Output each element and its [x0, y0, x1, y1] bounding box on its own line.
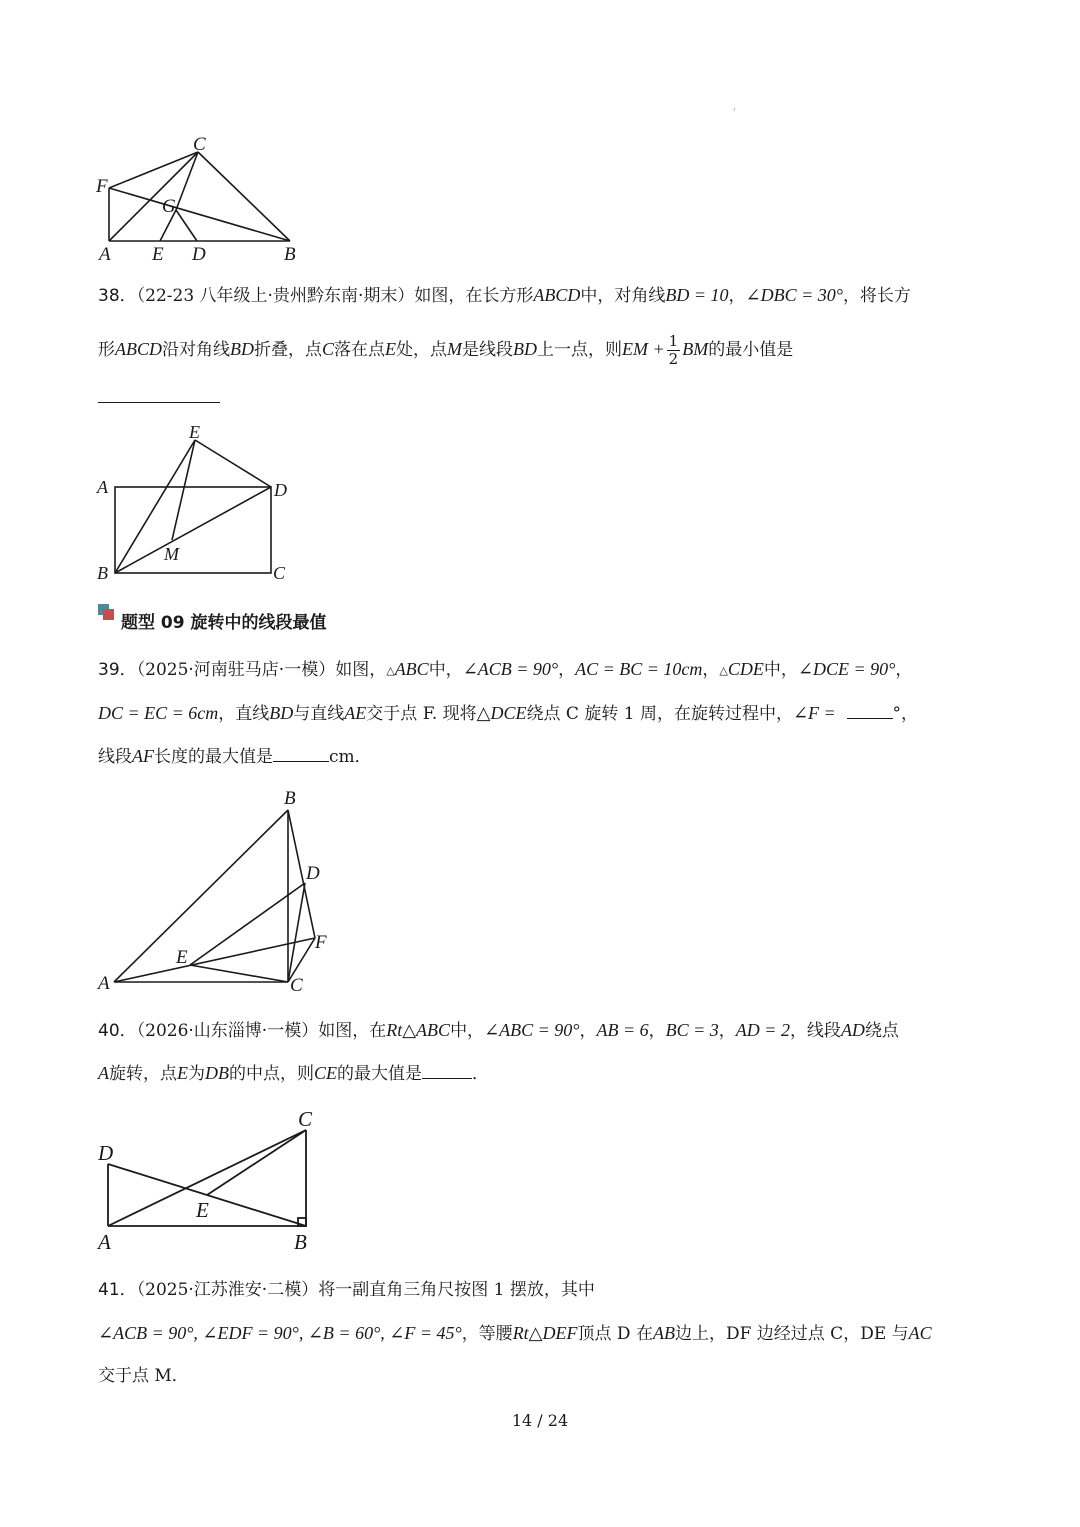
label-e: E	[189, 422, 200, 442]
q40-math: CE	[314, 1063, 338, 1083]
q39-text: ，	[558, 660, 576, 680]
label-c: C	[193, 134, 206, 155]
q41-text: 交于点 M．	[98, 1366, 189, 1386]
label-e: E	[196, 1198, 209, 1222]
q41-text: 边上，DF 边经过点 C，DE 与	[674, 1324, 909, 1344]
q39-text: ，	[702, 660, 720, 680]
label-f: F	[96, 176, 108, 197]
q40-text: ，	[718, 1021, 736, 1041]
q38-figure	[90, 420, 310, 585]
q40-math: ∠ABC = 90°	[484, 1020, 580, 1040]
q39-math: ∠ACB = 90°	[462, 659, 559, 679]
q39-text: 线段	[98, 747, 132, 767]
label-b: B	[97, 563, 108, 583]
q38-math: C	[322, 339, 335, 359]
label-c: C	[298, 1107, 313, 1131]
q39-text: °，	[892, 704, 918, 724]
q41-text: 顶点 D 在	[577, 1324, 653, 1344]
q39-line-2	[98, 702, 918, 725]
q38-text: 折叠，点	[254, 340, 322, 360]
q38-text: 沿对角线	[162, 340, 230, 360]
label-a: A	[97, 477, 108, 497]
q38-math: E	[385, 339, 397, 359]
q39-text: 交于点 F. 现将	[366, 704, 477, 724]
q41-line-2	[98, 1322, 932, 1345]
label-b: B	[284, 244, 296, 265]
q40-math: BC = 3	[665, 1020, 719, 1040]
q38-answer-blank	[98, 402, 220, 403]
q38-text: 处，点	[396, 340, 448, 360]
q38-number: 38．	[98, 286, 137, 306]
q39-figure	[90, 785, 350, 1000]
q38-text: 落在点	[334, 340, 386, 360]
q41-number: 41．	[98, 1280, 137, 1300]
q38-math: ABCD	[533, 285, 581, 305]
q38-math: BD = 10	[665, 285, 729, 305]
q39-line-1	[98, 658, 912, 682]
q41-line-1	[98, 1279, 595, 1301]
label-d: D	[192, 244, 206, 265]
fraction-numerator: 1	[668, 332, 679, 350]
q40-blank	[422, 1062, 472, 1079]
q40-text: 为	[188, 1064, 205, 1084]
label-e: E	[176, 947, 188, 968]
q38-text: 如图，在长方形	[414, 286, 534, 306]
q39-text: 中，	[763, 660, 798, 680]
q40-math: Rt△ABC	[386, 1020, 451, 1040]
q39-math: BD	[269, 703, 294, 723]
q38-math: EM +	[622, 339, 665, 359]
q39-blank-angle	[847, 702, 893, 719]
label-b: B	[294, 1230, 307, 1254]
q40-text: 中，	[450, 1021, 485, 1041]
q39-text: ，	[895, 660, 913, 680]
label-m: M	[164, 544, 179, 564]
q41-text: 将一副直角三角尺按图 1 摆放，其中	[318, 1280, 595, 1300]
q39-math: AF	[132, 746, 154, 766]
q39-math: ∠F =	[792, 703, 836, 723]
q40-math: AB = 6	[596, 1020, 649, 1040]
q40-figure	[90, 1100, 330, 1260]
label-c: C	[273, 563, 286, 583]
q39-text: 长度的最大值是	[154, 747, 273, 767]
q40-text: ，	[648, 1021, 666, 1041]
q39-math: DC = EC = 6cm	[98, 703, 219, 723]
q38-text: 的最小值是	[708, 340, 794, 360]
q38-text: 上一点，则	[537, 340, 623, 360]
q40-math: AD	[840, 1020, 865, 1040]
label-d: D	[98, 1141, 114, 1165]
q39-text: 与直线	[293, 704, 345, 724]
q40-math: DB	[205, 1063, 229, 1083]
q39-text: cm．	[329, 747, 372, 767]
section-title: 题型 09 旋转中的线段最值	[121, 613, 327, 633]
q38-text: ，将长方	[842, 286, 911, 306]
q40-text: 绕点	[864, 1021, 899, 1041]
q39-text: 绕点 C 旋转 1 周，在旋转过程中，	[526, 704, 793, 724]
label-d: D	[274, 480, 287, 500]
triangle-icon: △	[386, 664, 395, 677]
label-d: D	[306, 863, 320, 884]
label-c: C	[290, 975, 303, 996]
section-icon	[98, 604, 114, 620]
q40-text: 旋转，点	[109, 1064, 177, 1084]
label-f: F	[315, 932, 327, 953]
q38-source: （22-23 八年级上·贵州黔东南·期末）	[136, 286, 415, 306]
q39-text: ，直线	[218, 704, 270, 724]
q39-number: 39．	[98, 660, 137, 680]
q40-number: 40．	[98, 1021, 137, 1041]
q39-source: （2025·河南驻马店·一模）	[136, 660, 336, 680]
q40-text: ，	[579, 1021, 597, 1041]
q37-figure	[90, 130, 320, 270]
q41-source: （2025·江苏淮安·二模）	[136, 1280, 319, 1300]
label-a: A	[98, 973, 110, 994]
q38-text: 中，对角线	[580, 286, 666, 306]
q38-text: 形	[98, 340, 115, 360]
label-a: A	[98, 1230, 111, 1254]
q39-math: ∠DCE = 90°	[797, 659, 896, 679]
q38-text: ，	[728, 286, 746, 306]
q39-blank-length	[273, 745, 329, 762]
q38-math: ∠DBC = 30°	[745, 285, 843, 305]
q41-math: AC	[908, 1323, 932, 1343]
triangle-icon: △	[719, 664, 728, 677]
q38-math: ABCD	[115, 339, 162, 359]
q39-text: 如图，	[335, 660, 387, 680]
q40-text: 的中点，则	[229, 1064, 314, 1084]
q39-math: CDE	[727, 659, 764, 679]
q41-math: ∠ACB = 90°, ∠EDF = 90°, ∠B = 60°, ∠F = 45°	[98, 1323, 462, 1343]
q40-math: A	[98, 1063, 109, 1083]
q38-math: BD	[513, 339, 538, 359]
label-a: A	[99, 244, 111, 265]
label-b: B	[284, 788, 296, 809]
q38-fraction	[667, 333, 681, 368]
q39-math: AE	[344, 703, 367, 723]
q41-math: AB	[652, 1323, 675, 1343]
q39-math: △DCE	[476, 703, 527, 723]
q40-text: ．	[472, 1064, 490, 1084]
q40-source: （2026·山东淄博·一模）	[136, 1021, 319, 1041]
q38-text: 是线段	[462, 340, 514, 360]
q38-math: BM	[682, 339, 709, 359]
q39-math: AC = BC = 10cm	[575, 659, 703, 679]
q40-text: 的最大值是	[337, 1064, 423, 1084]
q40-line-2	[98, 1062, 489, 1085]
label-e: E	[152, 244, 164, 265]
q40-text: ，线段	[789, 1021, 841, 1041]
q41-math: Rt△DEF	[512, 1323, 578, 1343]
fraction-denominator: 2	[668, 350, 679, 368]
q40-line-1	[98, 1019, 899, 1042]
q38-math: BD	[230, 339, 254, 359]
q38-line-1	[98, 284, 911, 307]
q40-math: E	[177, 1063, 188, 1083]
q40-math: AD = 2	[735, 1020, 790, 1040]
q38-line-2	[98, 333, 793, 368]
q39-line-3	[98, 745, 372, 768]
q38-math: M	[447, 339, 463, 359]
header-mark: '	[733, 108, 736, 118]
q41-line-3	[98, 1365, 189, 1387]
q41-text: ，等腰	[461, 1324, 513, 1344]
page-number: 14 / 24	[511, 1411, 569, 1430]
q39-text: 中，	[428, 660, 463, 680]
q39-math: ABC	[394, 659, 429, 679]
q40-text: 如图，在	[318, 1021, 387, 1041]
label-g: G	[162, 196, 176, 217]
